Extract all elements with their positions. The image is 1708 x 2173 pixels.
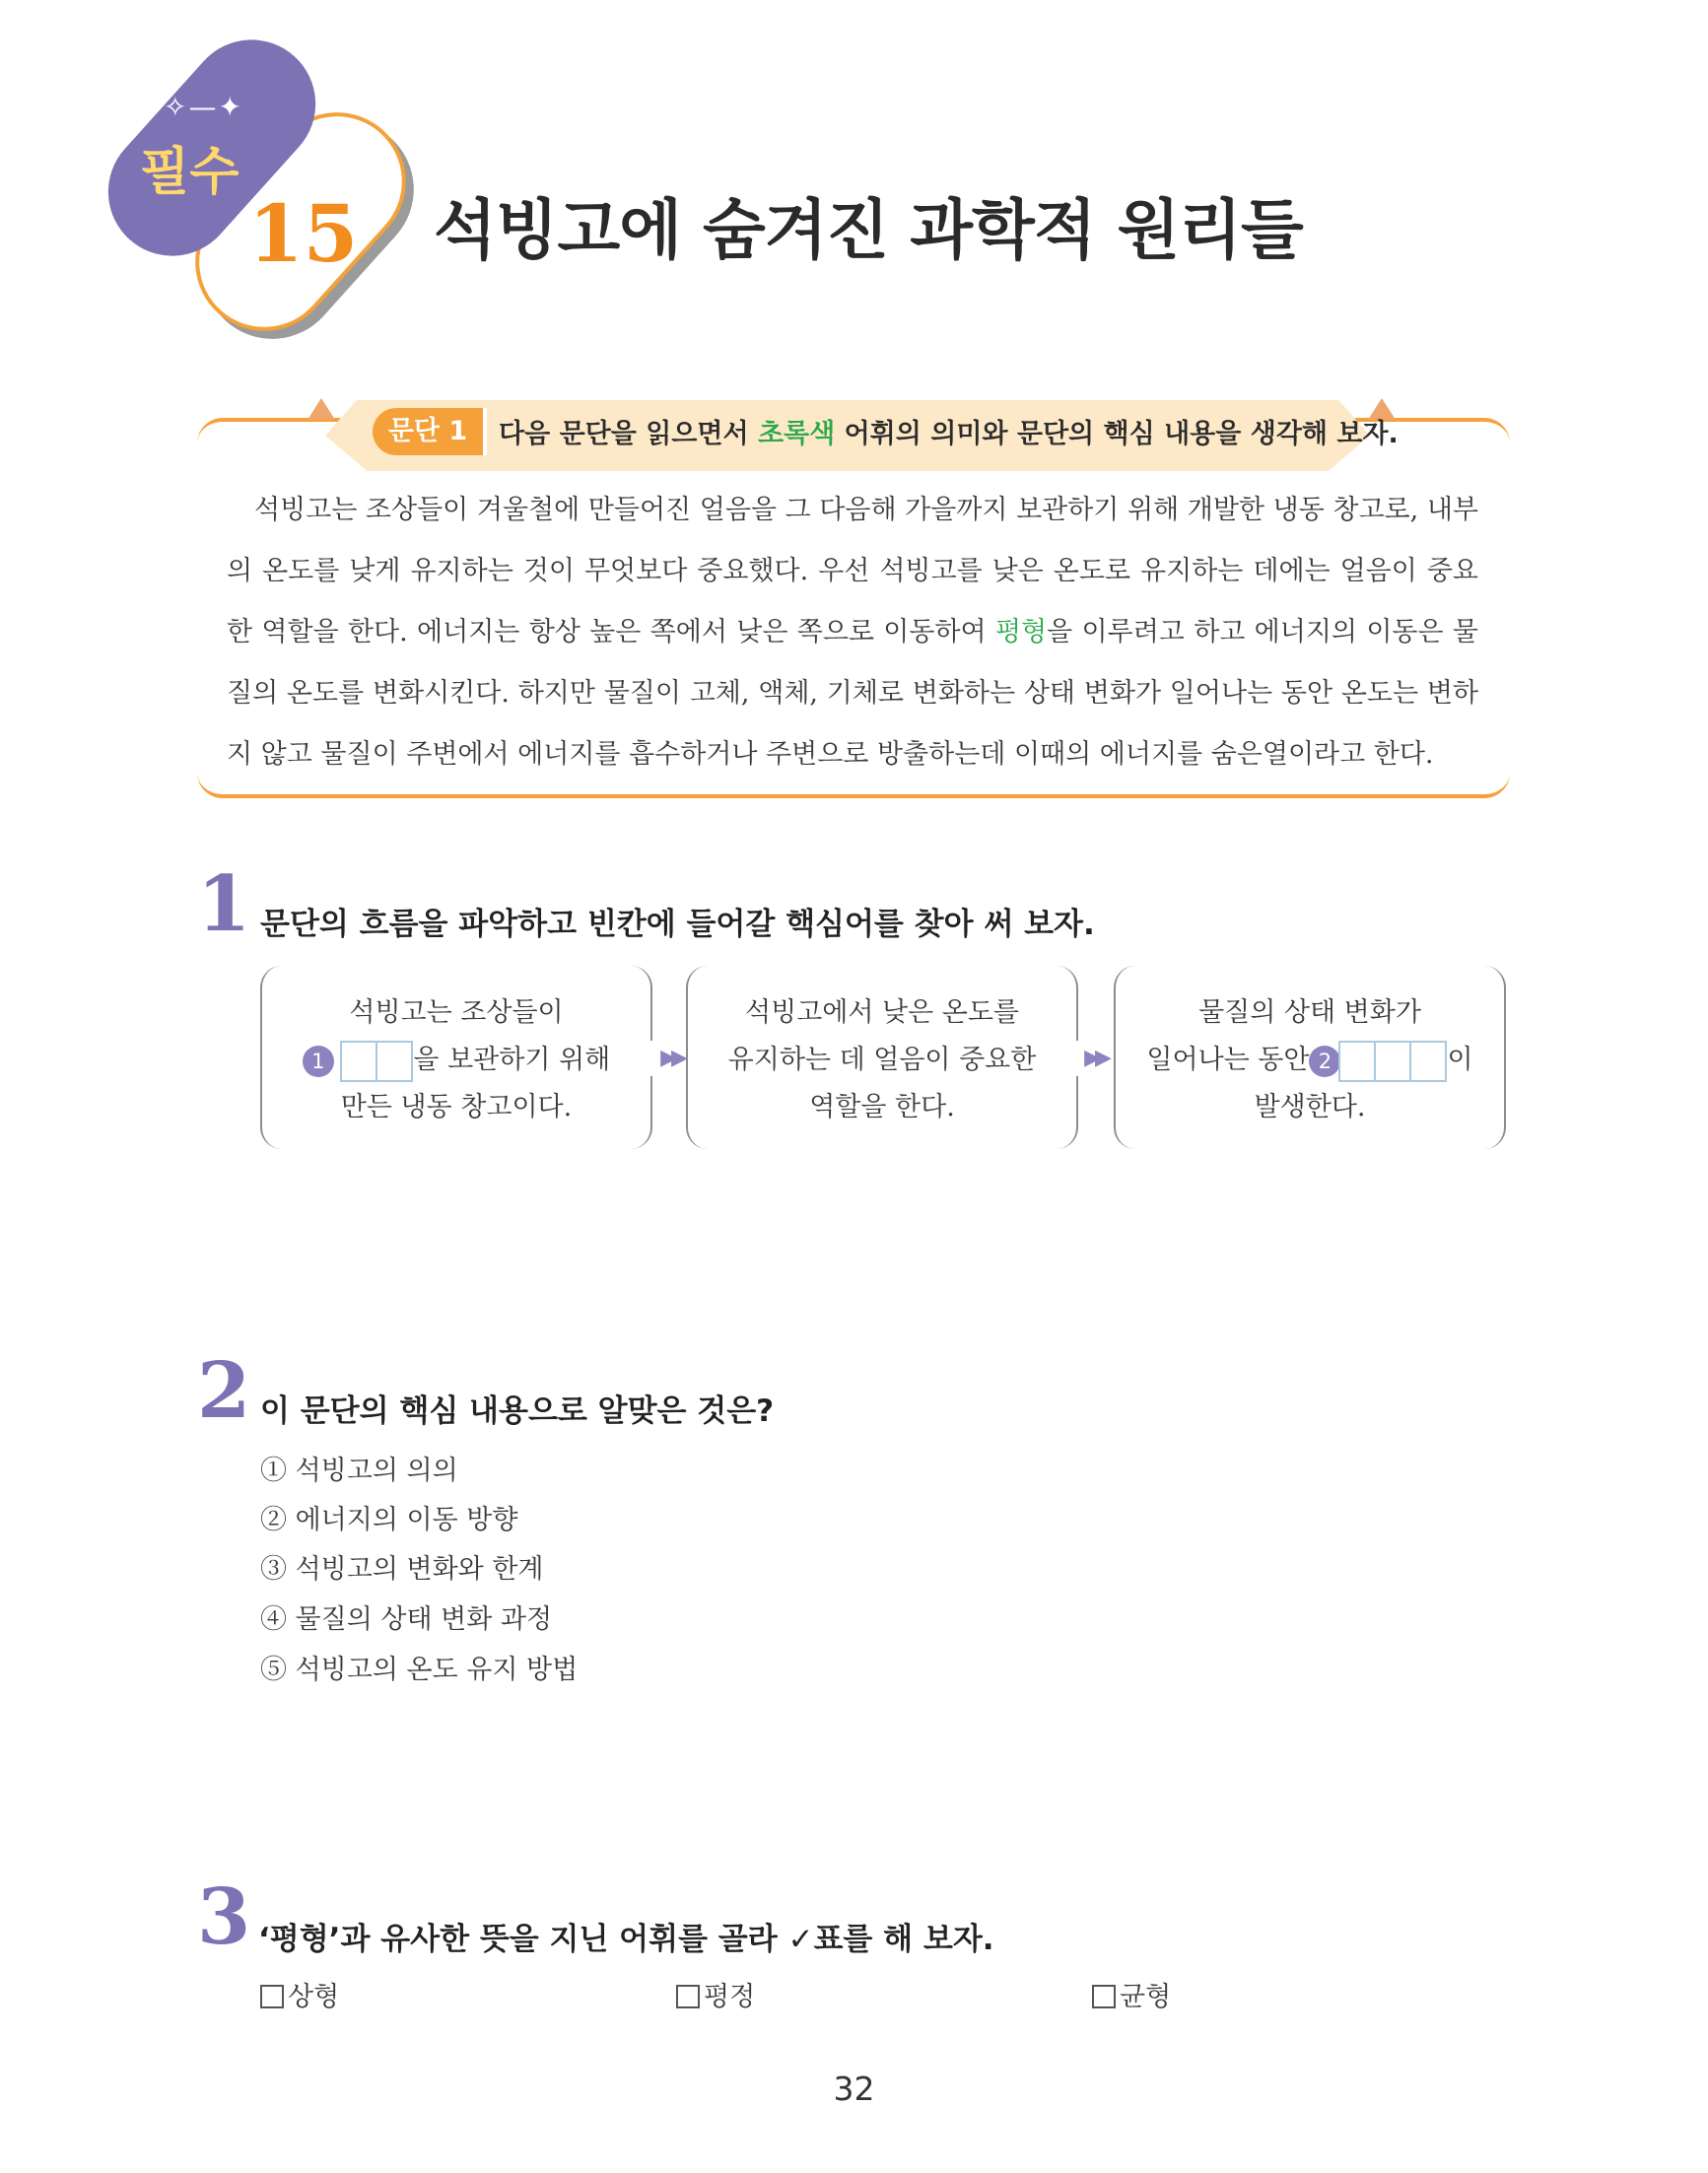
- paragraph-text-post: 을 이루려고 하고 에너지의 이동은 물질의 온도를 변화시킨다. 하지만 물질이 고체, 액체, 기체로 변화하는 상태 변화가 일어나는 동안 온도는 변하지 않고 물질이 주변에서 에너지를 흡수하거나 주변으로 방출하는데 이때의 에너지를 숨은열이라고 한다.: [227, 617, 1478, 770]
- double-arrow-icon: ▶▶: [660, 1046, 682, 1070]
- question-text-3: ‘평형’과 유사한 뜻을 지닌 어휘를 골라 ✓표를 해 보자.: [258, 1922, 994, 1957]
- question-number-2: 2: [197, 1346, 251, 1436]
- answer-blank[interactable]: [376, 1041, 413, 1082]
- flow-box-1-line2: [262, 1037, 650, 1084]
- answer-blank[interactable]: [1409, 1041, 1447, 1082]
- checkbox[interactable]: [676, 1985, 700, 2008]
- option-3-label: 균형: [1120, 1982, 1172, 2012]
- flow-box-1-line3: 만든 냉동 창고이다.: [340, 1092, 573, 1122]
- flow-box-2-line3: 역할을 한다.: [809, 1092, 955, 1122]
- flow-box-3-line2-post: 이: [1447, 1045, 1473, 1075]
- option-1[interactable]: [260, 1975, 339, 2013]
- page-title: 석빙고에 숨겨진 과학적 원리들: [434, 191, 1303, 268]
- instruction-text-post: 어휘의 의미와 문단의 핵심 내용을 생각해 보자.: [835, 419, 1399, 449]
- vocab-highlight: 평형: [994, 617, 1048, 647]
- lesson-badge: [79, 39, 434, 345]
- flow-box-1-line2-text: 을 보관하기 위해: [413, 1045, 611, 1075]
- instruction-highlight: 초록색: [757, 419, 836, 449]
- flow-box-2-line2: 유지하는 데 얼음이 중요한: [727, 1045, 1037, 1075]
- question-text-2: 이 문단의 핵심 내용으로 알맞은 것은?: [260, 1393, 775, 1429]
- flow-box-2: [686, 966, 1078, 1149]
- answer-blank[interactable]: [1374, 1041, 1411, 1082]
- option-2[interactable]: [676, 1975, 755, 2013]
- option-3[interactable]: [1092, 1975, 1171, 2013]
- paragraph-text-pre: 석빙고는 조상들이 겨울철에 만들어진 얼음을 그 다음해 가을까지 보관하기 위해 개발한 냉동 창고로, 내부의 온도를 낮게 유지하는 것이 무엇보다 중요했다. 우선 석빙고를 낮은 온도로 유지하는 데에는 얼음이 중요한 역할을 한다. 에너지는 항상 높은 쪽에서 낮은 쪽으로 이동하여: [227, 495, 1478, 647]
- flow-box-3-line2: [1116, 1037, 1504, 1084]
- checkbox[interactable]: [1092, 1985, 1116, 2008]
- badge-label: 필수: [140, 143, 239, 202]
- answer-blank[interactable]: [1338, 1041, 1376, 1082]
- page-number: 32: [833, 2070, 875, 2108]
- question-number-3: 3: [197, 1872, 251, 1962]
- paragraph-body: [227, 480, 1478, 785]
- double-arrow-icon: ▶▶: [1084, 1046, 1106, 1070]
- option-1-label: 상형: [288, 1982, 340, 2012]
- option-2-label: 평정: [704, 1982, 756, 2012]
- flow-box-3-line3: 발생한다.: [1254, 1092, 1366, 1122]
- checkbox[interactable]: [260, 1985, 284, 2008]
- instruction-text-pre: 다음 문단을 읽으면서: [499, 419, 758, 449]
- flow-arrow-2: [1072, 1041, 1118, 1076]
- choice-3[interactable]: ③ 석빙고의 변화와 한계: [260, 1554, 544, 1585]
- flow-box-3-line1: 물질의 상태 변화가: [1198, 997, 1421, 1028]
- choice-1[interactable]: ① 석빙고의 의의: [260, 1456, 458, 1486]
- question-text-1: 문단의 흐름을 파악하고 빈칸에 들어갈 핵심어를 찾아 써 보자.: [260, 907, 1095, 942]
- paragraph-tag-divider: [483, 408, 487, 455]
- paragraph-tag: 문단 1: [373, 408, 483, 455]
- flow-box-2-line1: 석빙고에서 낮은 온도를: [745, 997, 1019, 1028]
- choice-4[interactable]: ④ 물질의 상태 변화 과정: [260, 1604, 553, 1635]
- flow-box-1-line1: 석빙고는 조상들이: [349, 997, 564, 1028]
- choice-5[interactable]: ⑤ 석빙고의 온도 유지 방법: [260, 1655, 579, 1685]
- blank-number-2: 2: [1309, 1046, 1340, 1077]
- flow-box-3: [1114, 966, 1506, 1149]
- choice-2[interactable]: ② 에너지의 이동 방향: [260, 1505, 518, 1535]
- answer-blank[interactable]: [340, 1041, 377, 1082]
- question-number-1: 1: [197, 859, 251, 949]
- lesson-number: 15: [248, 187, 359, 280]
- flow-box-1: [260, 966, 652, 1149]
- paragraph-instruction: [499, 412, 1399, 450]
- header-ornament-left: [307, 398, 335, 420]
- flow-box-2-text: [688, 989, 1076, 1131]
- flow-box-3-line2-pre: 일어나는 동안: [1146, 1045, 1310, 1075]
- sparkle-icon: ✧—✦: [164, 91, 243, 123]
- flow-box-1-text: [262, 989, 650, 1131]
- flow-box-3-text: [1116, 989, 1504, 1131]
- blank-number-1: 1: [303, 1046, 334, 1077]
